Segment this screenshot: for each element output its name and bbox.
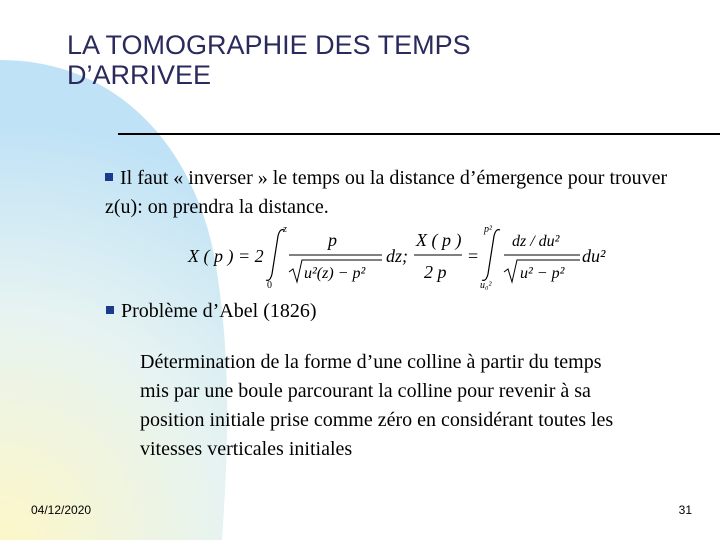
formula-equals: =: [468, 246, 479, 266]
fraction3-denominator: u² − p²: [520, 265, 565, 282]
bullet-item-inverse: [105, 164, 705, 222]
fraction3-numerator: dz / du²: [512, 233, 560, 250]
square-bullet-icon: [106, 306, 114, 314]
formula-du2: du²: [582, 246, 606, 266]
title-divider: [118, 133, 720, 135]
bullet-item-abel: [106, 297, 706, 326]
integral1-upper: z: [283, 224, 287, 235]
title-line-1: LA TOMOGRAPHIE DES TEMPS: [67, 30, 471, 60]
fraction2-numerator: X ( p ): [416, 230, 462, 250]
title-line-2: D’ARRIVEE: [67, 60, 212, 90]
page-number: 31: [678, 503, 692, 517]
bullet-text: Problème d’Abel (1826): [121, 300, 317, 322]
square-bullet-icon: [105, 173, 113, 181]
fraction1-denominator: u²(z) − p²: [304, 265, 366, 282]
abel-formula: [186, 222, 616, 290]
formula-dz: dz;: [386, 246, 408, 266]
fraction2-denominator: 2 p: [424, 262, 447, 282]
abel-description: Détermination de la forme d’une colline à partir du temps mis par une boule parcourant la colline pour revenir à sa position initiale prise comme zéro en considérant toutes les vitesses verticales initiales: [140, 351, 614, 460]
footer-date: 04/12/2020: [31, 503, 92, 517]
integral2-upper: p²: [484, 224, 492, 235]
integral2-lower: u₀²: [480, 280, 492, 290]
slide-title: [67, 30, 627, 90]
integral1-lower: 0: [267, 280, 272, 290]
formula-lhs: X ( p ) = 2: [188, 246, 264, 266]
fraction1-numerator: p: [328, 230, 337, 250]
bullet-text: Il faut « inverser » le temps ou la distance d’émergence pour trouver z(u): on prendra la distance.: [105, 167, 668, 218]
